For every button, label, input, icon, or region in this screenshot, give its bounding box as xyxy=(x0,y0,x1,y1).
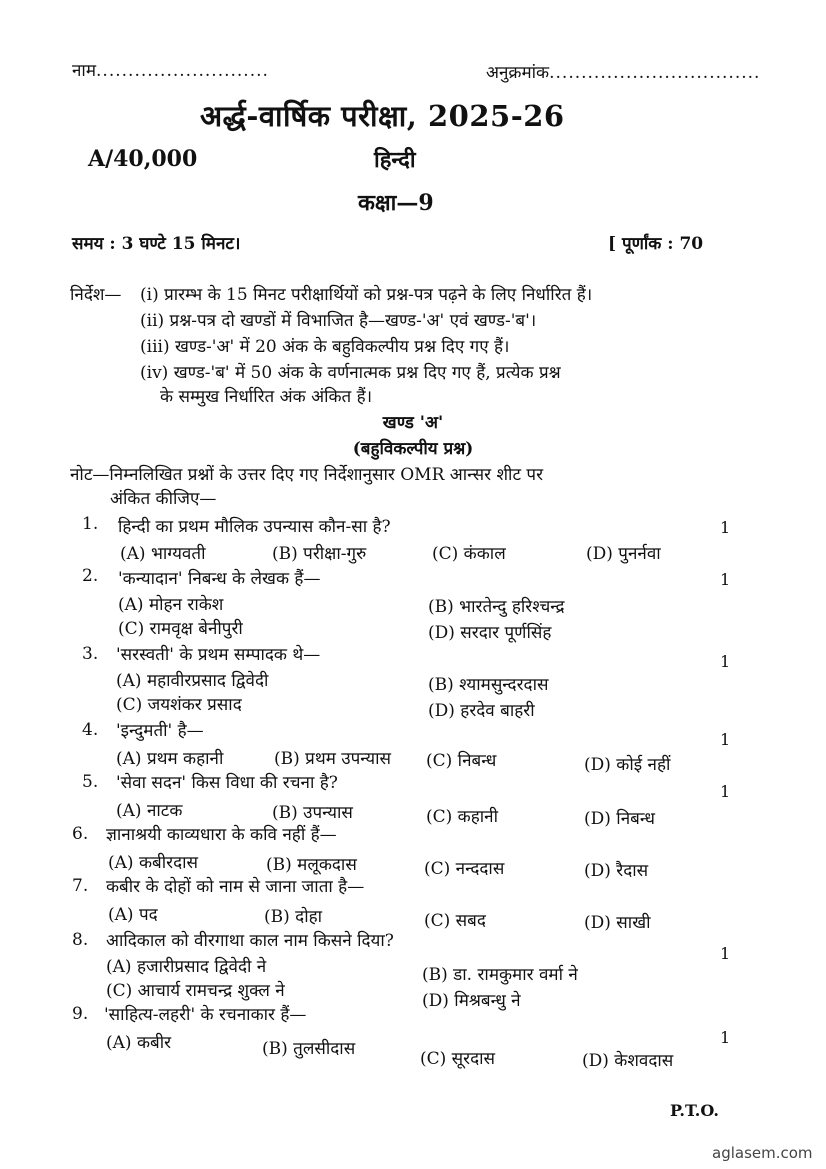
question-number: 5. xyxy=(82,772,99,792)
site-watermark: aglasem.com xyxy=(712,1144,813,1162)
name-field xyxy=(72,58,269,81)
question-text: 'इन्दुमती' है— xyxy=(116,721,204,741)
instruction-item: (ii) प्रश्न-पत्र दो खण्डों में विभाजित है—खण्ड-'अ' एवं खण्ड-'ब'। xyxy=(140,311,537,331)
option-a: (A) हजारीप्रसाद द्विवेदी ने xyxy=(106,957,267,977)
option-d: (D) मिश्रबन्धु ने xyxy=(422,991,521,1011)
option-c: (C) नन्ददास xyxy=(424,859,505,879)
question-text: हिन्दी का प्रथम मौलिक उपन्यास कौन-सा है? xyxy=(118,517,391,537)
option-d: (D) हरदेव बाहरी xyxy=(428,701,535,721)
option-a: (A) कबीरदास xyxy=(108,853,198,873)
option-b: (B) तुलसीदास xyxy=(262,1039,356,1059)
option-b: (B) दोहा xyxy=(264,907,323,927)
option-d: (D) निबन्ध xyxy=(584,809,656,829)
option-c: (C) जयशंकर प्रसाद xyxy=(116,695,242,715)
roll-dots: ................................. xyxy=(549,63,761,83)
option-b: (B) उपन्यास xyxy=(272,803,353,823)
option-a: (A) महावीरप्रसाद द्विवेदी xyxy=(116,671,269,691)
question-number: 1. xyxy=(82,514,99,534)
instruction-item: के सम्मुख निर्धारित अंक अंकित हैं। xyxy=(160,387,373,407)
question-marks: 1 xyxy=(720,782,731,801)
paper-code: A/40,000 xyxy=(88,146,198,172)
option-d: (D) केशवदास xyxy=(582,1051,674,1071)
roll-number-field xyxy=(486,60,760,83)
question-marks: 1 xyxy=(720,518,731,537)
full-marks: [ पूर्णांक : 70 xyxy=(608,234,704,254)
question-number: 8. xyxy=(72,930,89,950)
question-text: 'सेवा सदन' किस विधा की रचना है? xyxy=(116,773,338,793)
name-dots: ........................... xyxy=(96,61,269,81)
option-c: (C) रामवृक्ष बेनीपुरी xyxy=(118,619,243,639)
option-a: (A) कबीर xyxy=(106,1033,172,1053)
option-d: (D) कोई नहीं xyxy=(584,755,671,775)
option-a: (A) पद xyxy=(108,905,158,925)
option-a: (A) भाग्यवती xyxy=(120,544,206,564)
question-text: आदिकाल को वीरगाथा काल नाम किसने दिया? xyxy=(106,931,394,951)
option-c: (C) निबन्ध xyxy=(426,751,497,771)
option-b: (B) डा. रामकुमार वर्मा ने xyxy=(422,965,578,985)
question-marks: 1 xyxy=(720,1028,731,1047)
question-text: ज्ञानाश्रयी काव्यधारा के कवि नहीं हैं— xyxy=(106,825,337,845)
option-b: (B) भारतेन्दु हरिश्चन्द्र xyxy=(428,597,565,617)
question-marks: 1 xyxy=(720,570,731,589)
option-b: (B) मलूकदास xyxy=(266,855,357,875)
exam-title: अर्द्ध-वार्षिक परीक्षा, 2025-26 xyxy=(200,99,565,133)
question-number: 4. xyxy=(82,720,99,740)
question-marks: 1 xyxy=(720,944,731,963)
question-number: 6. xyxy=(72,824,89,844)
option-d: (D) सरदार पूर्णसिंह xyxy=(428,623,552,643)
option-b: (B) प्रथम उपन्यास xyxy=(274,749,392,769)
note-line-1: नोट—निम्नलिखित प्रश्नों के उत्तर दिए गए निर्देशानुसार OMR आन्सर शीट पर xyxy=(70,465,544,485)
question-marks: 1 xyxy=(720,652,731,671)
instruction-item: (iii) खण्ड-'अ' में 20 अंक के बहुविकल्पीय प्रश्न दिए गए हैं। xyxy=(140,337,510,357)
question-text: कबीर के दोहों को नाम से जाना जाता है— xyxy=(106,877,365,897)
instructions-label: निर्देश— xyxy=(70,285,122,305)
class-label: कक्षा—9 xyxy=(358,190,434,216)
instruction-item: (iv) खण्ड-'ब' में 50 अंक के वर्णनात्मक प्रश्न दिए गए हैं, प्रत्येक प्रश्न xyxy=(140,363,561,383)
roll-label: अनुक्रमांक xyxy=(486,63,550,83)
name-label: नाम xyxy=(72,61,97,81)
option-d: (D) पुनर्नवा xyxy=(586,544,661,564)
section-subtitle: (बहुविकल्पीय प्रश्न) xyxy=(352,439,474,459)
question-number: 7. xyxy=(72,876,89,896)
question-marks: 1 xyxy=(720,730,731,749)
option-c: (C) कहानी xyxy=(426,807,498,827)
note-line-2: अंकित कीजिए— xyxy=(110,489,217,509)
option-c: (C) सूरदास xyxy=(420,1049,496,1069)
option-d: (D) साखी xyxy=(584,913,651,933)
option-d: (D) रैदास xyxy=(584,861,649,881)
option-c: (C) आचार्य रामचन्द्र शुक्ल ने xyxy=(106,981,285,1001)
question-number: 9. xyxy=(72,1004,89,1024)
time-label: समय : 3 घण्टे 15 मिनट। xyxy=(72,234,241,254)
question-text: 'साहित्य-लहरी' के रचनाकार हैं— xyxy=(104,1005,307,1025)
option-a: (A) नाटक xyxy=(116,801,183,821)
question-number: 3. xyxy=(82,644,99,664)
option-a: (A) मोहन राकेश xyxy=(118,595,224,615)
option-b: (B) श्यामसुन्दरदास xyxy=(428,675,549,695)
question-text: 'कन्यादान' निबन्ध के लेखक हैं— xyxy=(118,569,321,589)
option-a: (A) प्रथम कहानी xyxy=(116,749,224,769)
section-title: खण्ड 'अ' xyxy=(382,413,444,433)
option-c: (C) सबद xyxy=(424,911,486,931)
pto-label: P.T.O. xyxy=(670,1101,719,1120)
instruction-item: (i) प्रारम्भ के 15 मिनट परीक्षार्थियों को प्रश्न-पत्र पढ़ने के लिए निर्धारित हैं। xyxy=(140,285,593,305)
subject: हिन्दी xyxy=(374,147,416,173)
option-c: (C) कंकाल xyxy=(432,544,506,564)
question-text: 'सरस्वती' के प्रथम सम्पादक थे— xyxy=(116,645,321,665)
option-b: (B) परीक्षा-गुरु xyxy=(272,544,367,564)
question-number: 2. xyxy=(82,566,99,586)
